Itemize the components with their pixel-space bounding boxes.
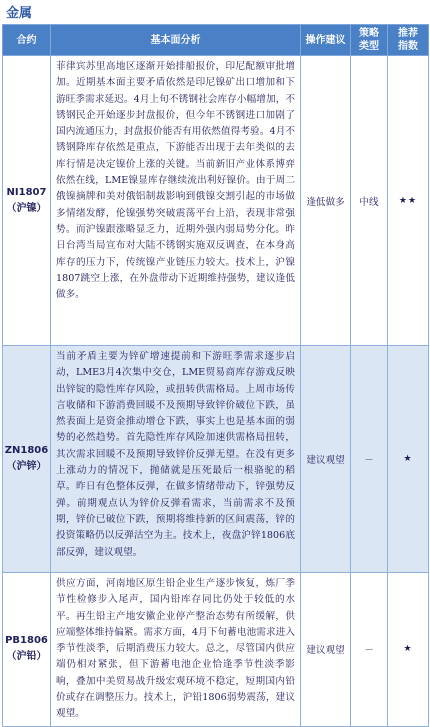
section-title: 金属 [6,6,33,21]
rating-stars: ★★ [388,56,429,346]
table-row [3,56,429,346]
header-strategy-line2: 类型 [359,41,379,52]
table-header-row [3,25,429,56]
analysis-text: 供应方面，河南地区原生铅企业生产逐步恢复，炼厂季节性检修步入尾声，国内铅库存同比仍处于较低的水平。再生铅主产地安徽企业停产整治态势有所缓解，供应端整体维持偏紧。需求方面，4月下旬蓄电池需求进入季节性淡季，后期消费压力较大。总之，尽管国内供应端仍相对紧张，但下游蓄电池企业恰逢季节性淡季影响，叠加中美贸易战升级宏观环境不稳定，短期国内铅价或存在调整压力。技术上，沪铅1806弱势震荡，建议观望。 [51,573,301,727]
header-rating-line1: 推荐 [398,28,418,39]
header-advice: 操作建议 [301,25,351,56]
header-rating [388,25,429,56]
contract-name: （沪铅） [6,651,47,663]
contract-code: ZN1806 [4,445,49,456]
header-strategy-line1: 策略 [359,28,379,39]
strategy-cell: － [351,573,388,727]
table-row [3,573,429,727]
contract-code: PB1806 [5,635,48,647]
rating-stars: ★ [388,346,429,573]
contract-cell [3,56,51,346]
futures-table [2,24,429,727]
contract-cell [3,346,51,573]
header-strategy [351,25,388,56]
contract-code: NI1807 [6,186,47,198]
header-contract: 合约 [3,25,51,56]
advice-cell: 建议观望 [301,573,351,727]
contract-name: （沪锌） [6,461,47,472]
table-row [3,346,429,573]
analysis-text: 菲律宾苏里高地区逐渐开始排船报价，印尼配额审批增加。近期基本面主要矛盾依然是印尼镍矿出口增加和下游旺季需求延迟。4月上旬不锈钢社会库存小幅增加，不锈钢民企开始逐步封盘报价，但今年不锈钢进口加剧了国内流通压力，封盘报价能否有用依然值得考验。4月不锈钢降库存依然是重点，下游能否出现于去年类似的去库行情是决定镍价上涨的关键。当前新旧产业体系博弈依然在线，LME镍显库存继续流出利好镍价。由于周二俄镍摘牌和美对俄铝制裁影响到俄镍交割引起的市场做多情绪发酵，伦镍强势突破震荡平台上沿，表现非常强势。而沪镍跟涨略显乏力，近期外强内弱局势分化。昨日台湾当局宣布对大陆不锈钢实施双反调查，在本身高库存的压力下，传统镍产业链压力较大。技术上，沪镍1807跳空上涨，在外盘带动下近期维持强势，建议逢低做多。 [51,56,301,346]
advice-cell: 建议观望 [301,346,351,573]
rating-stars: ★ [388,573,429,727]
analysis-text: 当前矛盾主要为锌矿增速提前和下游旺季需求逐步启动，LME3月4次集中交仓，LME贸易商库存游戏反映出锌锭的隐性库存风险，或扭转供需格局。上周市场传言收储和下游消费回暖不及预期导致锌价破位下跌，虽然表面上是资金推动增仓下跌，事实上也是基本面的弱势的必然趋势。首先隐性库存风险加速供需格局扭转，其次需求回暖不及预期导致锌价反弹无望。在没有更多上涨动力的情况下，抛储就是压死最后一根骆驼的稻草。昨日有色整体反弹，在做多情绪带动下，锌强势反弹。前期观点认为锌价反弹看需求，当前需求不及预期，锌价已破位下跌，预期将维持新的区间震荡，锌的投资策略仍以反弹沽空为主。技术上，夜盘沪锌1806底部反弹，建议观望。 [51,346,301,573]
contract-cell [3,573,51,727]
contract-name: （沪镍） [6,202,47,214]
strategy-cell: 中线 [351,56,388,346]
strategy-cell: － [351,346,388,573]
header-rating-line2: 指数 [398,41,418,52]
header-analysis: 基本面分析 [51,25,301,56]
advice-cell: 逢低做多 [301,56,351,346]
